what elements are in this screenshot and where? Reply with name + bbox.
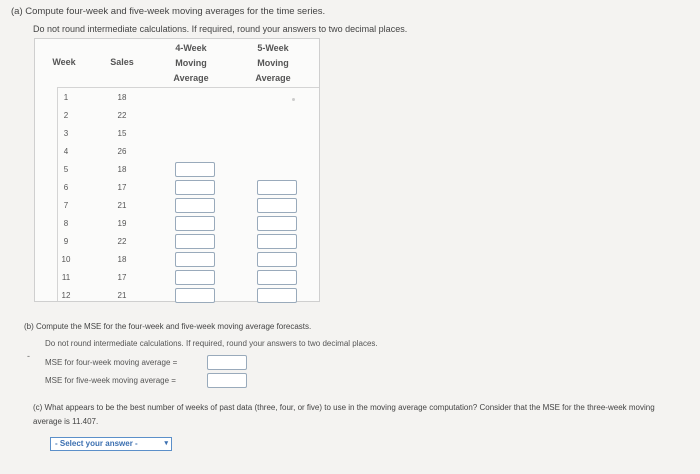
sales-cell: 22 [117, 111, 127, 120]
sales-cell: 19 [117, 219, 127, 228]
table-row [35, 197, 319, 215]
five-week-input[interactable] [257, 270, 297, 285]
part-b-title: (b) Compute the MSE for the four-week and five-week moving average forecasts. [24, 322, 312, 331]
moving-average-table [34, 38, 320, 302]
five-week-input[interactable] [257, 216, 297, 231]
sales-cell: 18 [117, 93, 127, 102]
bullet-icon: - [27, 351, 30, 361]
week-cell: 3 [63, 129, 69, 138]
table-row [35, 143, 319, 161]
week-cell: 10 [61, 255, 71, 264]
table-row [35, 287, 319, 305]
week-cell: 9 [63, 237, 69, 246]
four-week-input[interactable] [175, 180, 215, 195]
week-cell: 4 [63, 147, 69, 156]
week-cell: 7 [63, 201, 69, 210]
week-cell: 1 [63, 93, 69, 102]
five-week-input[interactable] [257, 288, 297, 303]
five-week-input[interactable] [257, 198, 297, 213]
header-sales: Sales [110, 57, 134, 67]
sales-cell: 15 [117, 129, 127, 138]
four-week-input[interactable] [175, 162, 215, 177]
part-c-text: (c) What appears to be the best number of weeks of past data (three, four, or five) to use in the moving average computation? Consider that the MSE for the three-week moving average is 11.407. [33, 403, 655, 426]
table-row [35, 161, 319, 179]
part-a-title: (a) Compute four-week and five-week moving averages for the time series. [11, 6, 326, 17]
mse-4-input[interactable] [207, 355, 247, 370]
four-week-input[interactable] [175, 234, 215, 249]
week-cell: 6 [63, 183, 69, 192]
sales-cell: 17 [117, 183, 127, 192]
week-cell: 5 [63, 165, 69, 174]
table-row [35, 107, 319, 125]
four-week-input[interactable] [175, 270, 215, 285]
five-week-input[interactable] [257, 180, 297, 195]
header-week: Week [52, 57, 76, 67]
week-cell: 2 [63, 111, 69, 120]
sales-cell: 21 [117, 291, 127, 300]
week-cell: 8 [63, 219, 69, 228]
header-5-week: 5-Week Moving Average [255, 43, 291, 83]
sales-cell: 17 [117, 273, 127, 282]
table-row [35, 89, 319, 107]
chevron-down-icon: ▾ [164, 440, 168, 447]
sales-cell: 26 [117, 147, 127, 156]
part-b-instruction: Do not round intermediate calculations. If required, round your answers to two decimal places. [45, 339, 378, 348]
four-week-input[interactable] [175, 288, 215, 303]
table-row [35, 125, 319, 143]
table-row [35, 233, 319, 251]
four-week-input[interactable] [175, 216, 215, 231]
sales-cell: 18 [117, 255, 127, 264]
best-weeks-select[interactable]: - Select your answer - ▾ [50, 437, 172, 451]
table-row [35, 215, 319, 233]
mse-4-label: MSE for four-week moving average = [45, 358, 178, 367]
table-row [35, 251, 319, 269]
mse-5-input[interactable] [207, 373, 247, 388]
week-cell: 11 [61, 273, 71, 282]
table-row [35, 179, 319, 197]
sales-cell: 22 [117, 237, 127, 246]
table-row [35, 269, 319, 287]
header-divider [57, 87, 319, 88]
mse-5-label: MSE for five-week moving average = [45, 376, 176, 385]
five-week-input[interactable] [257, 252, 297, 267]
header-4-week: 4-Week Moving Average [173, 43, 209, 83]
four-week-input[interactable] [175, 252, 215, 267]
week-cell: 12 [61, 291, 71, 300]
sales-cell: 18 [117, 165, 127, 174]
five-week-input[interactable] [257, 234, 297, 249]
sales-cell: 21 [117, 201, 127, 210]
four-week-input[interactable] [175, 198, 215, 213]
part-a-instruction: Do not round intermediate calculations. If required, round your answers to two decimal places. [33, 24, 408, 34]
